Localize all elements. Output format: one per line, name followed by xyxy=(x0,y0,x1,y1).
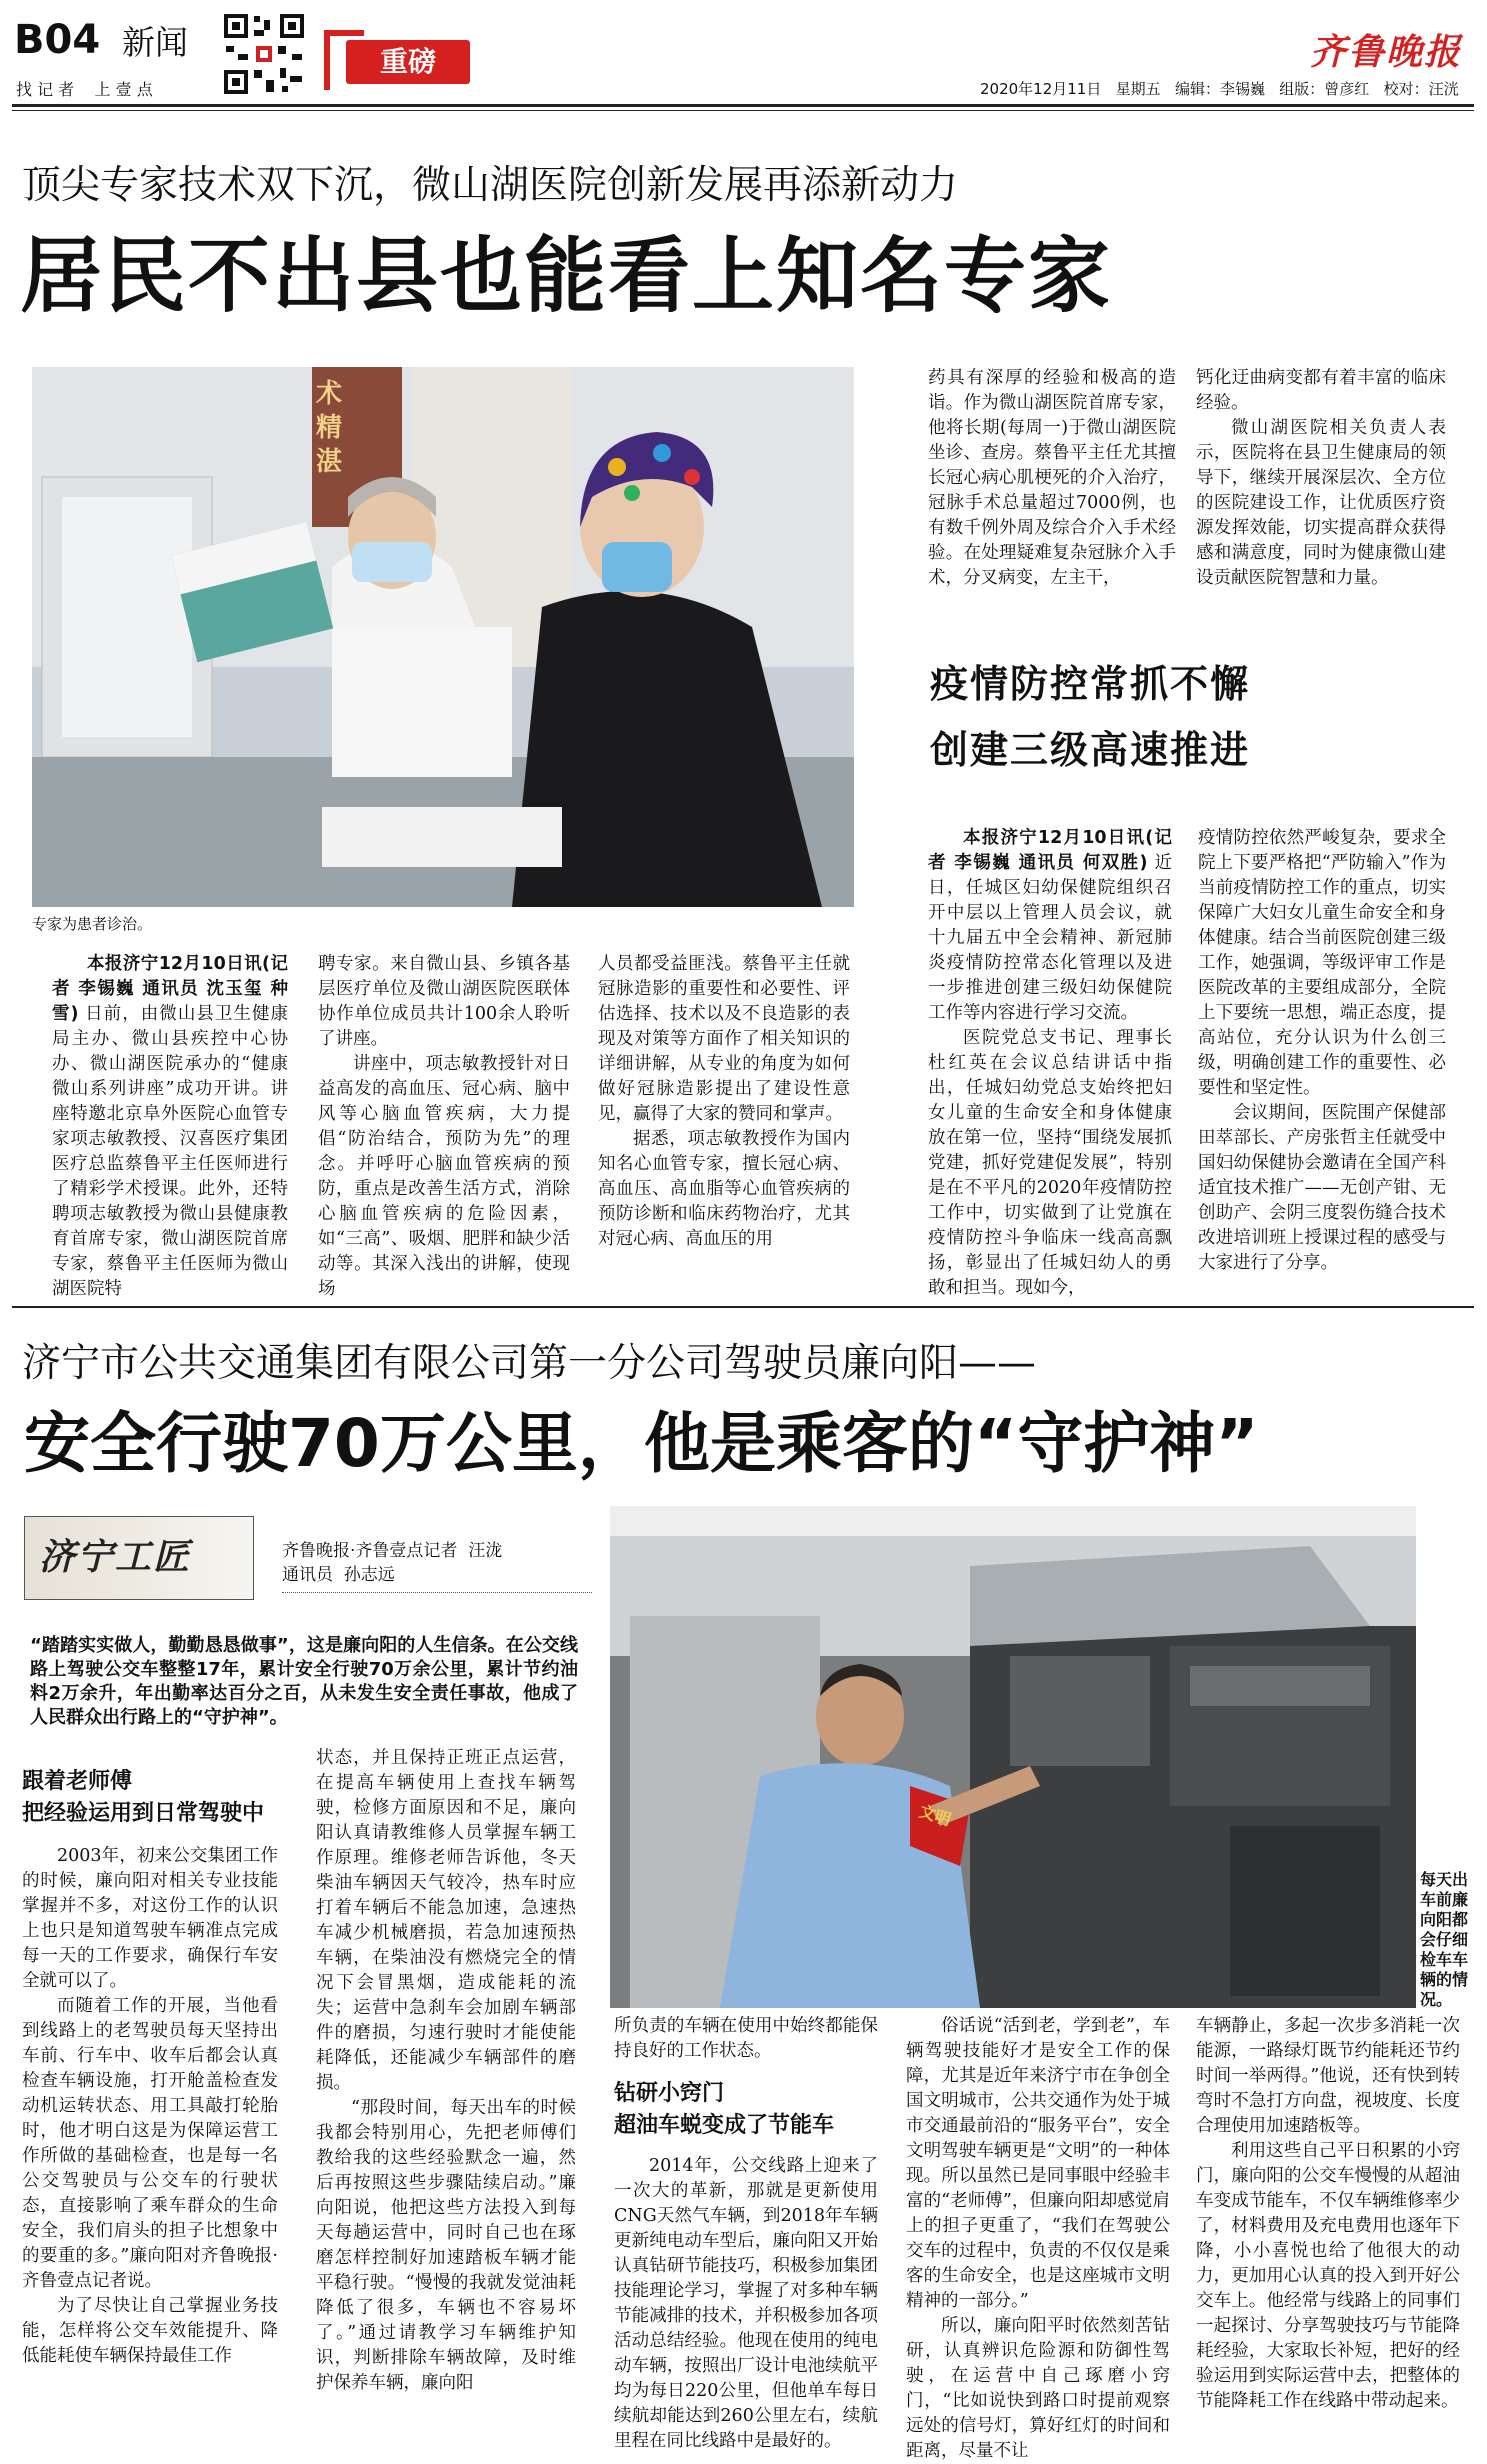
story2-colb-p1: 疫情防控依然严峻复杂，要求全院上下要严格把“严防输入”作为当前疫情防控工作的重点，切实保障广大妇女儿童生命安全和身体健康。结合当前医院创建三级工作，她强调，等级评审工作是医院改革的主要组成部分，全院上下要统一思想，端正态度，提高站位，充分认识为什么创三级，明确创建工作的重要性、必要性和坚定性。 xyxy=(1198,828,1446,1098)
story2-headline-2: 创建三级高速推进 xyxy=(930,728,1251,772)
story3-intro: “踏踏实实做人，勤勤恳恳做事”，这是廉向阳的人生信条。在公交线路上驾驶公交车整整17年，累计安全行驶70万余公里，累计节约油料2万余升，年出勤率达百分之百，从未发生安全责任事故，他成了人民群众出行路上的“守护神”。 xyxy=(30,1635,578,1728)
story1-colb-p1: 钙化迂曲病变都有着丰富的临床经验。 xyxy=(1196,368,1446,413)
section-name: 新闻 xyxy=(122,23,188,62)
story3-col1-p3: 为了尽快让自己掌握业务技能，怎样将公交车效能提升、降低能耗使车辆保持最佳工作 xyxy=(22,2296,278,2366)
section-divider xyxy=(12,1306,1474,1308)
story1-dateline: 本报济宁12月10日讯(记者 李锡巍 通讯员 沈玉玺 种雪) xyxy=(52,954,288,1024)
story3-headline: 安全行驶70万公里，他是乘客的“守护神” xyxy=(24,1405,1259,1482)
story3-col-5 xyxy=(1196,2014,1460,2414)
story1-photo-caption: 专家为患者诊治。 xyxy=(32,915,153,933)
story3-col5-p1: 车辆静止，多起一次步多消耗一次能源，一路绿灯既节约能耗还节约时间一举两得。”他说，还有快到转弯时不急打方向盘，视坡度、长度合理使用加速踏板等。 xyxy=(1196,2016,1460,2136)
story3-byline-1: 齐鲁晚报·齐鲁壹点记者 汪泷 xyxy=(282,1541,503,1561)
story2-colb-p2: 会议期间，医院围产保健部田萃部长、产房张哲主任就受中国妇幼保健协会邀请在全国产科适宜技术推广——无创产钳、无创助产、会阴三度裂伤缝合技术改进培训班上授课过程的感受与大家进行了分享。 xyxy=(1198,1103,1446,1273)
armband-text: 文明 xyxy=(916,1801,954,1830)
paper-logo: 齐鲁晚报 xyxy=(1310,31,1463,73)
story1-col1-text: 日前，由微山县卫生健康局主办、微山县疾控中心协办、微山湖医院承办的“健康微山系列讲座”成功开讲。讲座特邀北京阜外医院心血管专家项志敏教授、汉喜医疗集团医疗总监蔡鲁平主任医师进行了精彩学术授课。此外，还特聘项志敏教授为微山县健康教育首席专家，微山湖医院首席专家，蔡鲁平主任医师为微山湖医院特 xyxy=(52,1004,289,1299)
story1-col-3 xyxy=(598,952,850,1252)
story3-subhead-1a: 跟着老师傅 xyxy=(22,1769,133,1794)
byline-rule xyxy=(282,1592,592,1593)
qr-code-icon xyxy=(220,10,308,98)
story3-photo-caption: 每天出车前廉向阳都会仔细检车车辆的情况。 xyxy=(1420,1870,1469,2009)
story3-col-1 xyxy=(22,1766,278,2369)
slogan: 找 记 者 上 壹 点 xyxy=(16,80,153,99)
story3-col3-p1: 所负责的车辆在使用中始终都能保持良好的工作状态。 xyxy=(614,2016,878,2061)
story2-col-b xyxy=(1198,826,1446,1276)
story2-col-a xyxy=(928,826,1172,1301)
story3-col4-p2: 所以，廉向阳平时依然刻苦钻研，认真辨识危险源和防御性驾驶，在运营中自己琢磨小窍门，“比如说快到路口时提前观察远处的信号灯，算好红灯的时间和距离，尽量不让 xyxy=(906,2316,1170,2461)
story1-col-1 xyxy=(52,952,288,1302)
story1-col-b xyxy=(1196,366,1446,591)
issue-meta: 2020年12月11日 星期五 编辑：李锡巍 组版：曾彦红 校对：汪洸 xyxy=(980,80,1459,98)
story1-headline: 居民不出县也能看上知名专家 xyxy=(20,229,1113,324)
story3-col-4 xyxy=(906,2014,1170,2464)
story1-cola-text: 药具有深厚的经验和极高的造诣。作为微山湖医院首席专家，他将长期(每周一)于微山湖医院坐诊、查房。蔡鲁平主任尤其擅长冠心病心肌梗死的介入治疗，冠脉手术总量超过7000例，也有数千例外周及综合介入手术经验。在处理疑难复杂冠脉介入手术，分叉病变，左主干， xyxy=(928,368,1176,588)
story3-col-2 xyxy=(316,1746,576,2396)
story3-col1-p2: 而随着工作的开展，当他看到线路上的老驾驶员每天坚持出车前、行车中、收车后都会认真检查车辆设施，打开舱盖检查发动机运转状态、用工具敲打轮胎时，他才明白这是为保障运营工作所做的基础检查，也是每一名公交驾驶员与公交车的行驶状态，直接影响了乘车群众的生命安全，我们肩头的担子比想象中的要重的多。”廉向阳对齐鲁晚报·齐鲁壹点记者说。 xyxy=(22,1996,278,2291)
story1-colb-p2: 微山湖医院相关负责人表示，医院将在县卫生健康局的领导下，继续开展深层次、全方位的医院建设工作，让优质医疗资源发挥效能，切实提高群众获得感和满意度，同时为健康微山建设贡献医院智慧和力量。 xyxy=(1196,418,1446,588)
story2-headline-1: 疫情防控常抓不懈 xyxy=(930,662,1251,706)
story1-kicker: 顶尖专家技术双下沉，微山湖医院创新发展再添新动力 xyxy=(22,163,959,208)
column-logo xyxy=(24,1516,254,1600)
story3-byline-2: 通讯员 孙志远 xyxy=(282,1565,395,1585)
story1-col-a xyxy=(928,366,1176,591)
story3-kicker: 济宁市公共交通集团有限公司第一分公司驾驶员廉向阳—— xyxy=(22,1341,1037,1386)
feature-badge xyxy=(324,30,482,90)
story3-col2-p2: “那段时间，每天出车的时候我都会特别用心，先把老师傅们教给我的这些经验默念一遍，然后再按照这些步骤陆续启动。”廉向阳说，他把这些方法投入到每天每趟运营中，同时自己也在琢磨怎样控制好加速踏板车辆才能平稳行驶。“慢慢的我就发觉油耗降低了很多，车辆也不容易坏了。”通过请教学习车辆维护知识，判断排除车辆故障，及时维护保养车辆，廉向阳 xyxy=(316,2098,576,2393)
story1-col3-p1: 人员都受益匪浅。蔡鲁平主任就冠脉造影的重要性和必要性、评估选择、技术以及不良造影的表现及对策等方面作了相关知识的详细讲解，从专业的角度为如何做好冠脉造影提出了建设性意见，赢得了大家的赞同和掌声。 xyxy=(598,954,850,1124)
story2-cola-text: 近日，任城区妇幼保健院组织召开中层以上管理人员会议，就十九届五中全会精神、新冠肺炎疫情防控常态化管理以及进一步推进创建三级妇幼保健院工作等内容进行学习交流。 xyxy=(928,853,1172,1023)
story3-photo xyxy=(610,1506,1416,2008)
story1-col2-p2: 讲座中，项志敏教授针对日益高发的高血压、冠心病、脑中风等心脑血管疾病，大力提倡“防治结合，预防为先”的理念。并呼吁心脑血管疾病的预防，重点是改善生活方式，消除心脑血管疾病的危险因素，如“三高”、吸烟、肥胖和缺少活动等。其深入浅出的讲解，使现场 xyxy=(318,1054,570,1299)
story2-cola-p2: 医院党总支书记、理事长杜红英在会议总结讲话中指出，任城妇幼党总支始终把妇女儿童的生命安全和身体健康放在第一位，坚持“围绕发展抓党建，抓好党建促发展”，特别是在不平凡的2020年疫情防控工作中，切实做到了让党旗在疫情防控斗争临床一线高高飘扬，彰显出了任城妇幼人的勇敢和担当。现如今， xyxy=(928,1028,1172,1298)
story3-col2-p1: 状态，并且保持正班正点运营，在提高车辆使用上查找车辆驾驶，检修方面原因和不足，廉向阳认真请教维修人员掌握车辆工作原理。维修老师告诉他，冬天柴油车辆因天气较冷，热车时应打着车辆后不能急加速，急速热车减少机械磨损，若急加速预热车辆，在柴油没有燃烧完全的情况下会冒黑烟，造成能耗的流失；运营中急刹车会加剧车辆部件的磨损，匀速行驶时才能使能耗降低，还能减少车辆部件的磨损。 xyxy=(316,1748,576,2093)
badge-label: 重磅 xyxy=(379,45,436,78)
masthead-rule xyxy=(12,104,1474,107)
story3-subhead-2a: 钻研小窍门 xyxy=(614,2081,725,2106)
story3-subhead-1b: 把经验运用到日常驾驶中 xyxy=(22,1801,265,1826)
story3-col4-p1: 俗话说“活到老，学到老”，车辆驾驶技能好才是安全工作的保障，尤其是近年来济宁市在争创全国文明城市，公共交通作为处于城市交通最前沿的“服务平台”，安全文明驾驶车辆更是“文明”的一种体现。所以虽然已是同事眼中经验丰富的“老师傅”，但廉向阳却感觉肩上的担子更重了，“我们在驾驶公交车的过程中，负责的不仅仅是乘客的生命安全，也是这座城市文明精神的一部分。” xyxy=(906,2016,1170,2311)
masthead-rule-thin xyxy=(12,110,1474,111)
story3-col5-p2: 利用这些自己平日积累的小窍门，廉向阳的公交车慢慢的从超油车变成节能车，不仅车辆维修率少了，材料费用及充电费用也逐年下降，小小喜悦也给了他很大的动力，更加用心认真的投入到开好公交车上。他经常与线路上的同事们一起探讨、分享驾驶技巧与节能降耗经验，大家取长补短，把好的经验运用到实际运营中去，把整体的节能降耗工作在线路中带动起来。 xyxy=(1196,2141,1460,2411)
story1-photo xyxy=(32,367,854,907)
story1-col3-p2: 据悉，项志敏教授作为国内知名心血管专家，擅长冠心病、高血压、高血脂等心血管疾病的预防诊断和临床药物治疗，尤其对冠心病、高血压的用 xyxy=(598,1129,850,1249)
story1-col2-p1: 聘专家。来自微山县、乡镇各基层医疗单位及微山湖医院医联体协作单位成员共计100余人聆听了讲座。 xyxy=(318,954,570,1049)
story3-col-3 xyxy=(614,2014,878,2454)
story3-col3-p2: 2014年，公交线路上迎来了一次大的革新，那就是更新使用CNG天然气车辆，到2018年车辆更新纯电动车型后，廉向阳又开始认真钻研节能技巧，积极参加集团技能理论学习，掌握了对多种车辆节能减排的技术，并积极参加各项活动总结经验。他现在使用的纯电动车辆，按照出厂设计电池续航平均为每日220公里，但他单车每日续航却能达到260公里左右，续航里程在同比线路中是最好的。 xyxy=(614,2156,878,2451)
column-logo-text: 济宁工匠 xyxy=(39,1536,192,1578)
story2-dateline: 本报济宁12月10日讯(记者 李锡巍 通讯员 何双胜) xyxy=(928,828,1172,873)
photo-sign-text: 术精湛 xyxy=(316,379,343,477)
story3-col1-p1: 2003年，初来公交集团工作的时候，廉向阳对相关专业技能掌握并不多，对这份工作的认识上也只是知道驾驶车辆准点完成每一天的工作要求，确保行车安全就可以了。 xyxy=(22,1846,278,1991)
page-number: B04 xyxy=(14,17,101,63)
story3-subhead-2b: 超油车蜕变成了节能车 xyxy=(614,2113,835,2138)
story1-col-2 xyxy=(318,952,570,1302)
